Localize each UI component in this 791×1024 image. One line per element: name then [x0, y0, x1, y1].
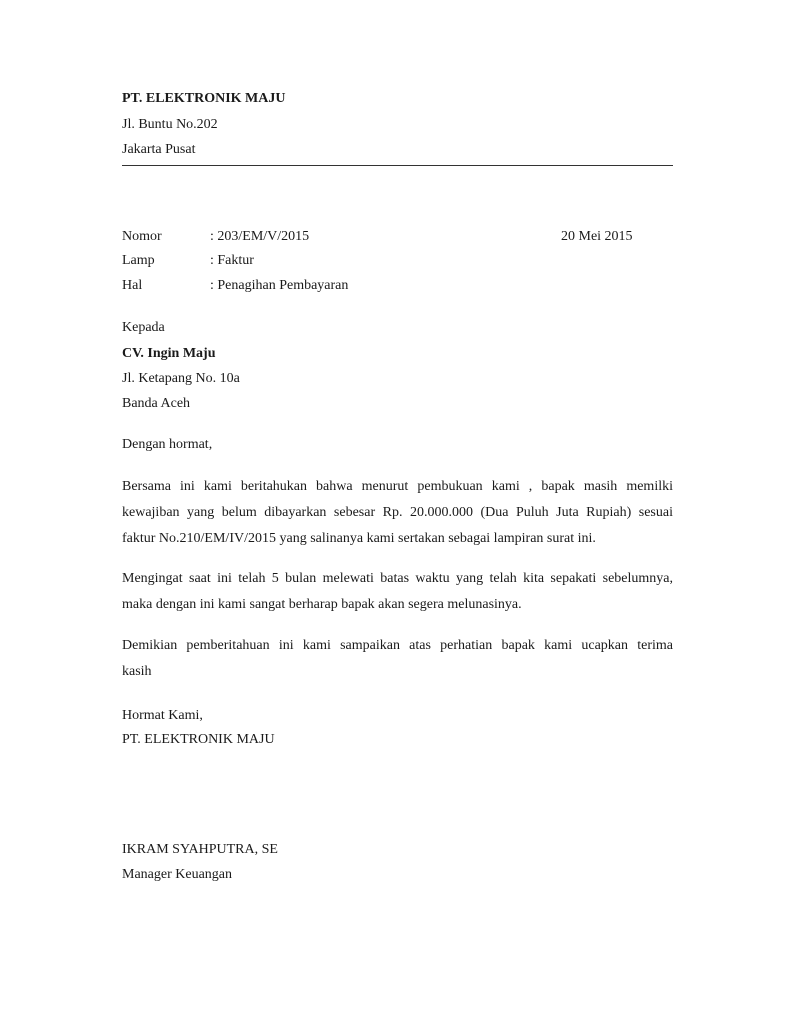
body-paragraph-1 [122, 474, 673, 552]
paragraph-line: maka dengan ini kami sangat berharap bapak akan segera melunasinya. [122, 597, 522, 612]
letterhead-divider [122, 165, 673, 166]
signatory-name: IKRAM SYAHPUTRA, SE [122, 842, 278, 857]
closing-company: PT. ELEKTRONIK MAJU [122, 732, 275, 747]
letter-date: 20 Mei 2015 [561, 229, 633, 244]
paragraph-line: kasih [122, 664, 152, 679]
greeting: Dengan hormat, [122, 437, 213, 452]
paragraph-line: kewajiban yang belum dibayarkan sebesar Rp. 20.000.000 (Dua Puluh Juta Rupiah) sesuai [122, 505, 673, 520]
sender-street: Jl. Buntu No.202 [122, 117, 218, 132]
paragraph-line: Mengingat saat ini telah 5 bulan melewati batas waktu yang telah kita sepakati sebelumnya, [122, 571, 673, 586]
meta-label-lamp: Lamp [122, 253, 155, 268]
paragraph-line: Bersama ini kami beritahukan bahwa menurut pembukuan kami , bapak masih memilki [122, 479, 673, 494]
paragraph-line: faktur No.210/EM/IV/2015 yang salinanya kami sertakan sebagai lampiran surat ini. [122, 531, 596, 546]
meta-value-nomor: : 203/EM/V/2015 [210, 229, 310, 244]
meta-value-hal: : Penagihan Pembayaran [210, 278, 349, 293]
recipient-city: Banda Aceh [122, 396, 191, 411]
recipient-street: Jl. Ketapang No. 10a [122, 371, 240, 386]
recipient-to: Kepada [122, 320, 165, 335]
closing-regards: Hormat Kami, [122, 708, 203, 723]
paragraph-line: Demikian pemberitahuan ini kami sampaikan atas perhatian bapak kami ucapkan terima [122, 638, 673, 653]
meta-label-nomor: Nomor [122, 229, 162, 244]
body-paragraph-3 [122, 633, 673, 685]
body-paragraph-2 [122, 566, 673, 618]
recipient-name: CV. Ingin Maju [122, 346, 216, 361]
meta-value-lamp: : Faktur [210, 253, 254, 268]
sender-city: Jakarta Pusat [122, 142, 196, 157]
signatory-title: Manager Keuangan [122, 867, 233, 882]
meta-label-hal: Hal [122, 278, 143, 293]
sender-company: PT. ELEKTRONIK MAJU [122, 91, 286, 106]
